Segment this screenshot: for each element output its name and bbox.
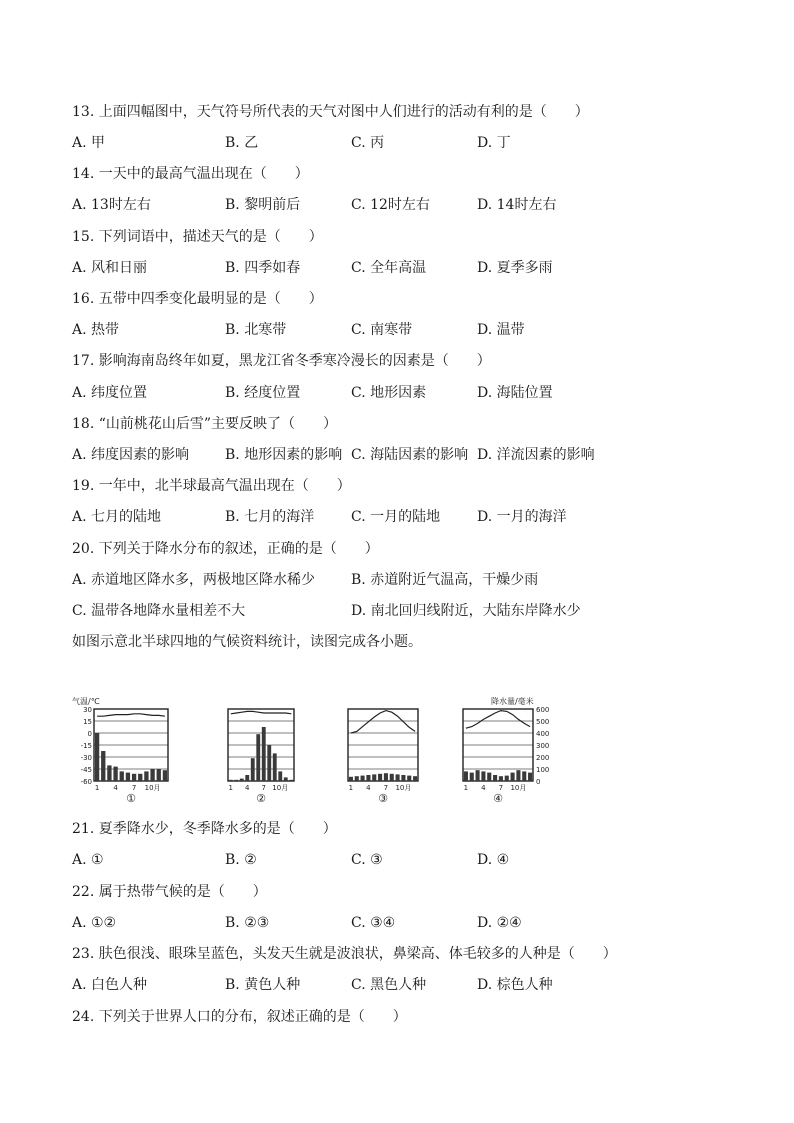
- precipitation-bar: [522, 771, 526, 781]
- question-17-option-b[interactable]: B. 经度位置: [225, 385, 301, 401]
- question-20-option-d[interactable]: D. 南北回归线附近，大陆东岸降水少: [351, 603, 581, 619]
- question-14-option-d[interactable]: D. 14时左右: [477, 197, 557, 213]
- temperature-line: [466, 711, 530, 729]
- precipitation-bar: [361, 776, 365, 781]
- precipitation-bar: [284, 777, 288, 781]
- question-15-stem: 15. 下列词语中，描述天气的是（ ）: [72, 229, 323, 245]
- precipitation-bar: [499, 776, 503, 781]
- chart-marker: ④: [493, 792, 503, 805]
- question-23-option-c[interactable]: C. 黑色人种: [351, 977, 427, 993]
- precipitation-bar: [163, 770, 167, 781]
- question-13-option-d[interactable]: D. 丁: [477, 135, 511, 151]
- precipitation-tick-label: 200: [536, 754, 550, 762]
- precipitation-tick-label: 600: [536, 706, 550, 714]
- month-tick-label: 7: [261, 784, 266, 792]
- month-tick-label: 10月: [510, 784, 527, 792]
- precipitation-bar: [278, 771, 282, 781]
- precipitation-bar: [138, 774, 142, 781]
- question-17-stem: 17. 影响海南岛终年如夏，黑龙江省冬季寒冷漫长的因素是（ ）: [72, 353, 491, 369]
- question-23-option-b[interactable]: B. 黄色人种: [225, 977, 301, 993]
- question-23-option-d[interactable]: D. 棕色人种: [477, 977, 553, 993]
- precipitation-bar: [132, 774, 136, 781]
- month-tick-label: 10月: [144, 784, 161, 792]
- precipitation-bar: [493, 775, 497, 781]
- question-16-option-a[interactable]: A. 热带: [72, 322, 120, 338]
- temperature-axis-label: 气温/℃: [72, 697, 100, 706]
- climate-chart-1: [72, 695, 182, 810]
- question-20-option-b[interactable]: B. 赤道附近气温高，干燥少雨: [351, 572, 539, 588]
- month-tick-label: 4: [113, 784, 118, 792]
- precipitation-bar: [349, 777, 353, 781]
- question-13-stem: 13. 上面四幅图中，天气符号所代表的天气对图中人们进行的活动有利的是（ ）: [72, 104, 589, 120]
- temperature-tick-label: -15: [80, 742, 92, 750]
- question-16-option-c[interactable]: C. 南寒带: [351, 322, 413, 338]
- precipitation-bar: [144, 771, 148, 781]
- climate-chart-4: [455, 695, 570, 810]
- question-17-option-c[interactable]: C. 地形因素: [351, 385, 427, 401]
- precipitation-bar: [267, 745, 271, 781]
- precipitation-tick-label: 400: [536, 730, 550, 738]
- month-tick-label: 4: [366, 784, 371, 792]
- temperature-tick-label: 30: [83, 706, 92, 714]
- precipitation-bar: [511, 773, 515, 781]
- temperature-tick-label: -60: [80, 778, 92, 786]
- question-21-stem: 21. 夏季降水少，冬季降水多的是（ ）: [72, 821, 337, 837]
- precipitation-bar: [229, 780, 233, 781]
- precipitation-bar: [289, 780, 293, 781]
- question-13-option-a[interactable]: A. 甲: [72, 135, 106, 151]
- question-22-option-d[interactable]: D. ②④: [477, 915, 522, 931]
- precipitation-bar: [240, 779, 244, 781]
- climate-chart-3: [340, 695, 430, 810]
- question-14-stem: 14. 一天中的最高气温出现在（ ）: [72, 166, 309, 182]
- question-23-stem: 23. 肤色很浅、眼珠呈蓝色，头发天生就是波浪状，鼻梁高、体毛较多的人种是（ ）: [72, 946, 617, 962]
- month-tick-label: 1: [94, 784, 100, 792]
- precipitation-bar: [384, 773, 388, 781]
- precipitation-bar: [390, 774, 394, 781]
- question-21-option-a[interactable]: A. ①: [72, 852, 104, 868]
- month-tick-label: 10月: [395, 784, 412, 792]
- chart-marker: ②: [256, 792, 266, 805]
- precipitation-tick-label: 100: [536, 766, 550, 774]
- question-21-option-b[interactable]: B. ②: [225, 852, 257, 868]
- question-14-option-b[interactable]: B. 黎明前后: [225, 197, 301, 213]
- question-15-option-a[interactable]: A. 风和日丽: [72, 260, 148, 276]
- question-17-option-d[interactable]: D. 海陆位置: [477, 385, 553, 401]
- temperature-tick-label: -30: [80, 754, 92, 762]
- precipitation-bar: [476, 770, 480, 781]
- precipitation-bar: [262, 727, 266, 781]
- question-18-stem: 18. “山前桃花山后雪”主要反映了（ ）: [72, 416, 338, 432]
- precipitation-bar: [113, 767, 117, 781]
- precipitation-bar: [256, 734, 260, 781]
- precipitation-bar: [107, 765, 111, 781]
- month-tick-label: 1: [348, 784, 354, 792]
- precipitation-bar: [372, 774, 376, 781]
- precipitation-bar: [528, 773, 532, 781]
- precipitation-axis-label: 降水量/毫米: [491, 697, 534, 706]
- precipitation-bar: [481, 771, 485, 781]
- temperature-tick-label: -45: [80, 766, 92, 774]
- question-21-option-c[interactable]: C. ③: [351, 852, 383, 868]
- precipitation-tick-label: 300: [536, 742, 550, 750]
- question-15-option-d[interactable]: D. 夏季多雨: [477, 260, 553, 276]
- temperature-line: [231, 711, 291, 713]
- question-18-option-d[interactable]: D. 洋流因素的影响: [477, 447, 595, 463]
- month-tick-label: 7: [383, 784, 389, 792]
- question-20-stem: 20. 下列关于降水分布的叙述，正确的是（ ）: [72, 541, 379, 557]
- precipitation-bar: [157, 769, 161, 781]
- precipitation-bar: [120, 771, 124, 781]
- precipitation-bar: [95, 733, 99, 781]
- precipitation-tick-label: 500: [536, 718, 550, 726]
- question-19-option-c[interactable]: C. 一月的陆地: [351, 509, 441, 525]
- question-22-stem: 22. 属于热带气候的是（ ）: [72, 884, 267, 900]
- precipitation-tick-label: 0: [536, 778, 541, 786]
- question-16-option-b[interactable]: B. 北寒带: [225, 322, 287, 338]
- precipitation-bar: [251, 758, 255, 781]
- question-15-option-c[interactable]: C. 全年高温: [351, 260, 427, 276]
- precipitation-bar: [505, 776, 509, 781]
- chart-marker: ③: [378, 792, 388, 805]
- climate-chart-2: [222, 695, 312, 810]
- temperature-line: [351, 711, 415, 733]
- precipitation-bar: [126, 773, 130, 781]
- month-tick-label: 10月: [272, 784, 289, 792]
- precipitation-bar: [101, 751, 105, 781]
- question-18-option-a[interactable]: A. 纬度因素的影响: [72, 447, 190, 463]
- question-23-option-a[interactable]: A. 白色人种: [72, 977, 148, 993]
- chart-intro-text: 如图示意北半球四地的气候资料统计，读图完成各小题。: [72, 634, 422, 650]
- precipitation-bar: [407, 776, 411, 781]
- precipitation-bar: [470, 773, 474, 781]
- precipitation-bar: [516, 770, 520, 781]
- question-14-option-c[interactable]: C. 12时左右: [351, 197, 430, 213]
- question-17-option-a[interactable]: A. 纬度位置: [72, 385, 148, 401]
- question-20-option-a[interactable]: A. 赤道地区降水多，两极地区降水稀少: [72, 572, 316, 588]
- climate-chart-4-svg: [455, 695, 570, 810]
- precipitation-bar: [413, 776, 417, 781]
- chart-marker: ①: [126, 792, 136, 805]
- precipitation-bar: [355, 776, 359, 781]
- question-19-option-a[interactable]: A. 七月的陆地: [72, 509, 162, 525]
- question-16-option-d[interactable]: D. 温带: [477, 322, 525, 338]
- question-13-option-c[interactable]: C. 丙: [351, 135, 385, 151]
- question-22-option-b[interactable]: B. ②③: [225, 915, 270, 931]
- month-tick-label: 1: [463, 784, 469, 792]
- question-16-stem: 16. 五带中四季变化最明显的是（ ）: [72, 291, 323, 307]
- precipitation-bar: [401, 775, 405, 781]
- question-22-option-c[interactable]: C. ③④: [351, 915, 396, 931]
- precipitation-bar: [150, 769, 154, 781]
- temperature-tick-label: 0: [87, 730, 92, 738]
- question-19-stem: 19. 一年中，北半球最高气温出现在（ ）: [72, 478, 351, 494]
- temperature-line: [97, 714, 165, 716]
- precipitation-bar: [396, 774, 400, 781]
- question-18-option-b[interactable]: B. 地形因素的影响: [225, 447, 343, 463]
- climate-chart-2-svg: [222, 695, 312, 810]
- precipitation-bar: [464, 771, 468, 781]
- question-19-option-b[interactable]: B. 七月的海洋: [225, 509, 315, 525]
- question-14-option-a[interactable]: A. 13时左右: [72, 197, 151, 213]
- question-24-stem: 24. 下列关于世界人口的分布，叙述正确的是（ ）: [72, 1009, 407, 1025]
- month-tick-label: 7: [131, 784, 137, 792]
- precipitation-bar: [378, 774, 382, 781]
- precipitation-bar: [245, 775, 249, 781]
- month-tick-label: 4: [245, 784, 250, 792]
- question-21-option-d[interactable]: D. ④: [477, 852, 510, 868]
- month-tick-label: 1: [228, 784, 233, 792]
- climate-chart-3-svg: [340, 695, 430, 810]
- precipitation-bar: [366, 775, 370, 781]
- question-15-option-b[interactable]: B. 四季如春: [225, 260, 301, 276]
- question-22-option-a[interactable]: A. ①②: [72, 915, 117, 931]
- precipitation-bar: [234, 780, 238, 781]
- temperature-tick-label: 15: [83, 718, 92, 726]
- climate-chart-1-svg: [72, 695, 182, 810]
- precipitation-bar: [273, 753, 277, 781]
- month-tick-label: 4: [481, 784, 486, 792]
- question-18-option-c[interactable]: C. 海陆因素的影响: [351, 447, 469, 463]
- question-19-option-d[interactable]: D. 一月的海洋: [477, 509, 567, 525]
- question-20-option-c[interactable]: C. 温带各地降水量相差不大: [72, 603, 246, 619]
- question-13-option-b[interactable]: B. 乙: [225, 135, 259, 151]
- precipitation-bar: [487, 773, 491, 781]
- month-tick-label: 7: [498, 784, 504, 792]
